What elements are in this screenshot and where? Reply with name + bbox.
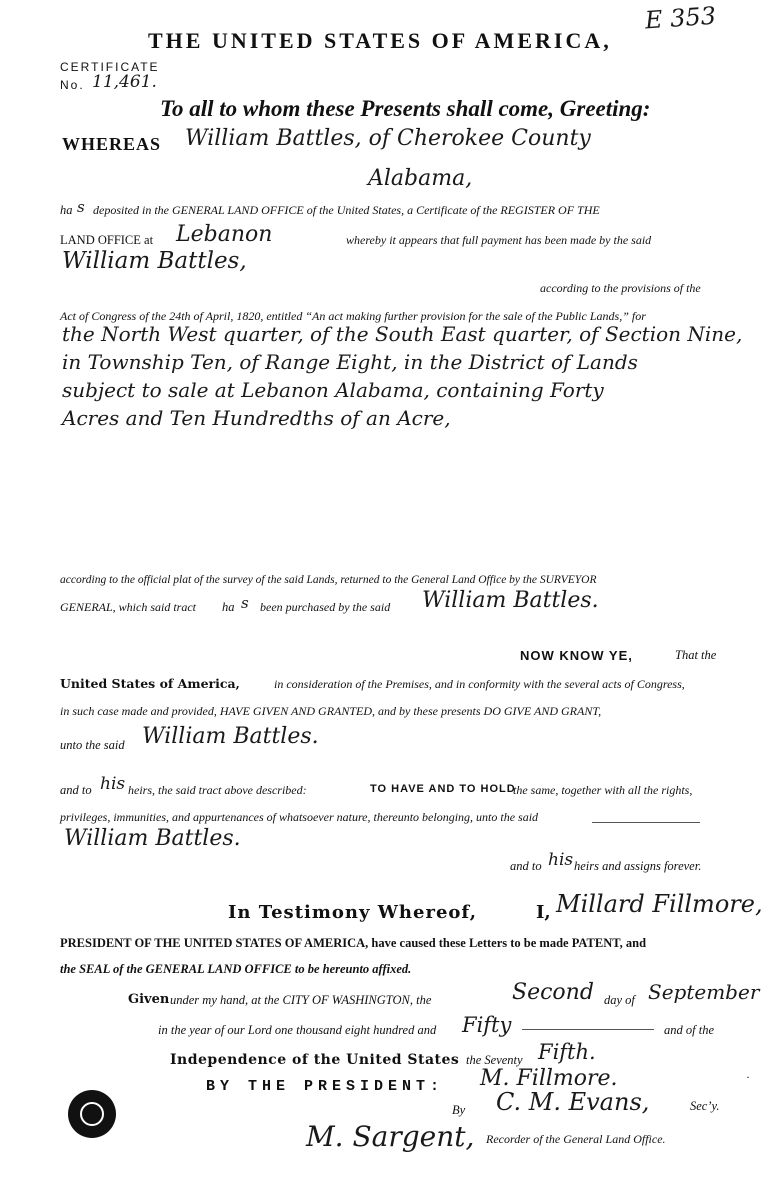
ha-fill: s — [77, 198, 85, 216]
heirs-text: heirs, the said tract above described: — [128, 783, 307, 797]
ha-fill: s — [241, 594, 249, 612]
whereas-label: WHEREAS — [62, 134, 162, 154]
by-the-president: BY THE PRESIDENT: — [206, 1078, 445, 1095]
document-title: THE UNITED STATES OF AMERICA, — [148, 28, 612, 53]
deposit-text: deposited in the GENERAL LAND OFFICE of the United States, a Certificate of the REGISTER OF THE — [93, 203, 600, 217]
survey-line1: according to the official plat of the survey of the said Lands, returned to the General Land Office by the SURVEYOR — [60, 574, 597, 586]
land-description-line: Acres and Ten Hundredths of an Acre, — [62, 406, 451, 430]
seal-icon — [68, 1090, 116, 1138]
given-label: Given — [128, 992, 170, 1007]
now-know-suffix: That the — [675, 648, 717, 662]
seventy-fill: Fifth. — [538, 1040, 596, 1064]
land-description-line: in Township Ten, of Range Eight, in the District of Lands — [62, 350, 638, 374]
president-line: PRESIDENT OF THE UNITED STATES OF AMERICA, have caused these Letters to be made PATENT, and — [60, 936, 647, 950]
by-label: By — [452, 1103, 466, 1117]
act-line: Act of Congress of the 24th of April, 1820, entitled “An act making further provision for the sale of the Public Lands,” for — [60, 309, 646, 323]
president-name: Millard Fillmore, — [556, 890, 763, 918]
greeting: To all to whom these Presents shall come, Greeting: — [160, 96, 651, 121]
to-have-suffix: the same, together with all the rights, — [513, 783, 693, 797]
year-fill: Fifty — [462, 1013, 512, 1037]
seal-line: the SEAL of the GENERAL LAND OFFICE to be hereunto affixed. — [60, 962, 412, 976]
seal-ring — [80, 1102, 104, 1126]
page-mark: · — [746, 1070, 750, 1084]
grantee-name-line1: William Battles, of Cherokee County — [185, 126, 591, 151]
grant-line2: in such case made and provided, HAVE GIVEN AND GRANTED, and by these presents DO GIVE AND GRANT, — [60, 704, 602, 718]
privileges-line: privileges, immunities, and appurtenances of whatsoever nature, thereunto belonging, unto the said — [60, 810, 539, 824]
land-description-line: subject to sale at Lebanon Alabama, containing Forty — [62, 378, 604, 402]
the-seventy: the Seventy — [466, 1053, 523, 1067]
ha-prefix: ha — [222, 600, 235, 614]
assigns-text: heirs and assigns forever. — [574, 859, 702, 873]
certificate-number: 11,461. — [92, 72, 157, 92]
land-office-label: LAND OFFICE at — [60, 233, 154, 247]
fill-rule — [522, 1029, 654, 1030]
land-description-line: the North West quarter, of the South East quarter, of Section Nine, — [62, 322, 743, 346]
unto-name: William Battles. — [142, 724, 319, 749]
day-of: day of — [604, 993, 635, 1007]
and-to-2: and to — [510, 859, 542, 873]
to-have-and-to-hold: TO HAVE AND TO HOLD — [370, 783, 516, 795]
recorder-label: Recorder of the General Land Office. — [486, 1132, 666, 1146]
and-to: and to — [60, 783, 92, 797]
unto-label: unto the said — [60, 738, 125, 752]
recorder-signature: M. Sargent, — [306, 1120, 475, 1153]
provisions-text: according to the provisions of the — [540, 281, 701, 295]
certificate-number-label: No. — [60, 78, 85, 92]
ha-prefix: ha — [60, 203, 73, 217]
survey-line2-suffix: been purchased by the said — [260, 600, 391, 614]
testimony-mark: I, — [536, 902, 551, 923]
secretary-signature: C. M. Evans, — [496, 1088, 650, 1116]
president-signature: M. Fillmore. — [480, 1066, 618, 1091]
payer-name: William Battles, — [62, 248, 247, 274]
independence-label: Independence of the United States — [170, 1052, 460, 1068]
given-day: Second — [512, 980, 594, 1005]
given-month: September — [648, 980, 760, 1004]
his-fill-2: his — [548, 850, 574, 870]
testimony-label: In Testimony Whereof, — [228, 902, 478, 923]
purchaser-name: William Battles. — [422, 588, 599, 613]
grant-line1: in consideration of the Premises, and in conformity with the several acts of Congress, — [274, 677, 685, 691]
usa-blackletter: United States of America, — [60, 676, 240, 691]
survey-line2-prefix: GENERAL, which said tract — [60, 600, 196, 614]
land-office-place: Lebanon — [176, 222, 273, 247]
serial-number: E 353 — [644, 1, 717, 35]
his-fill: his — [100, 774, 126, 794]
secretary-label: Sec’y. — [690, 1099, 720, 1113]
grantee-final: William Battles. — [64, 826, 241, 851]
certificate-label: CERTIFICATE — [60, 60, 160, 74]
year-text: in the year of our Lord one thousand eight hundred and — [158, 1023, 437, 1037]
now-know-label: NOW KNOW YE, — [520, 648, 633, 663]
fill-rule — [592, 822, 700, 823]
given-text: under my hand, at the CITY OF WASHINGTON, the — [170, 993, 432, 1007]
grantee-name-line2: Alabama, — [368, 166, 473, 191]
whereby-text: whereby it appears that full payment has been made by the said — [346, 233, 652, 247]
and-of-the: and of the — [664, 1023, 714, 1037]
